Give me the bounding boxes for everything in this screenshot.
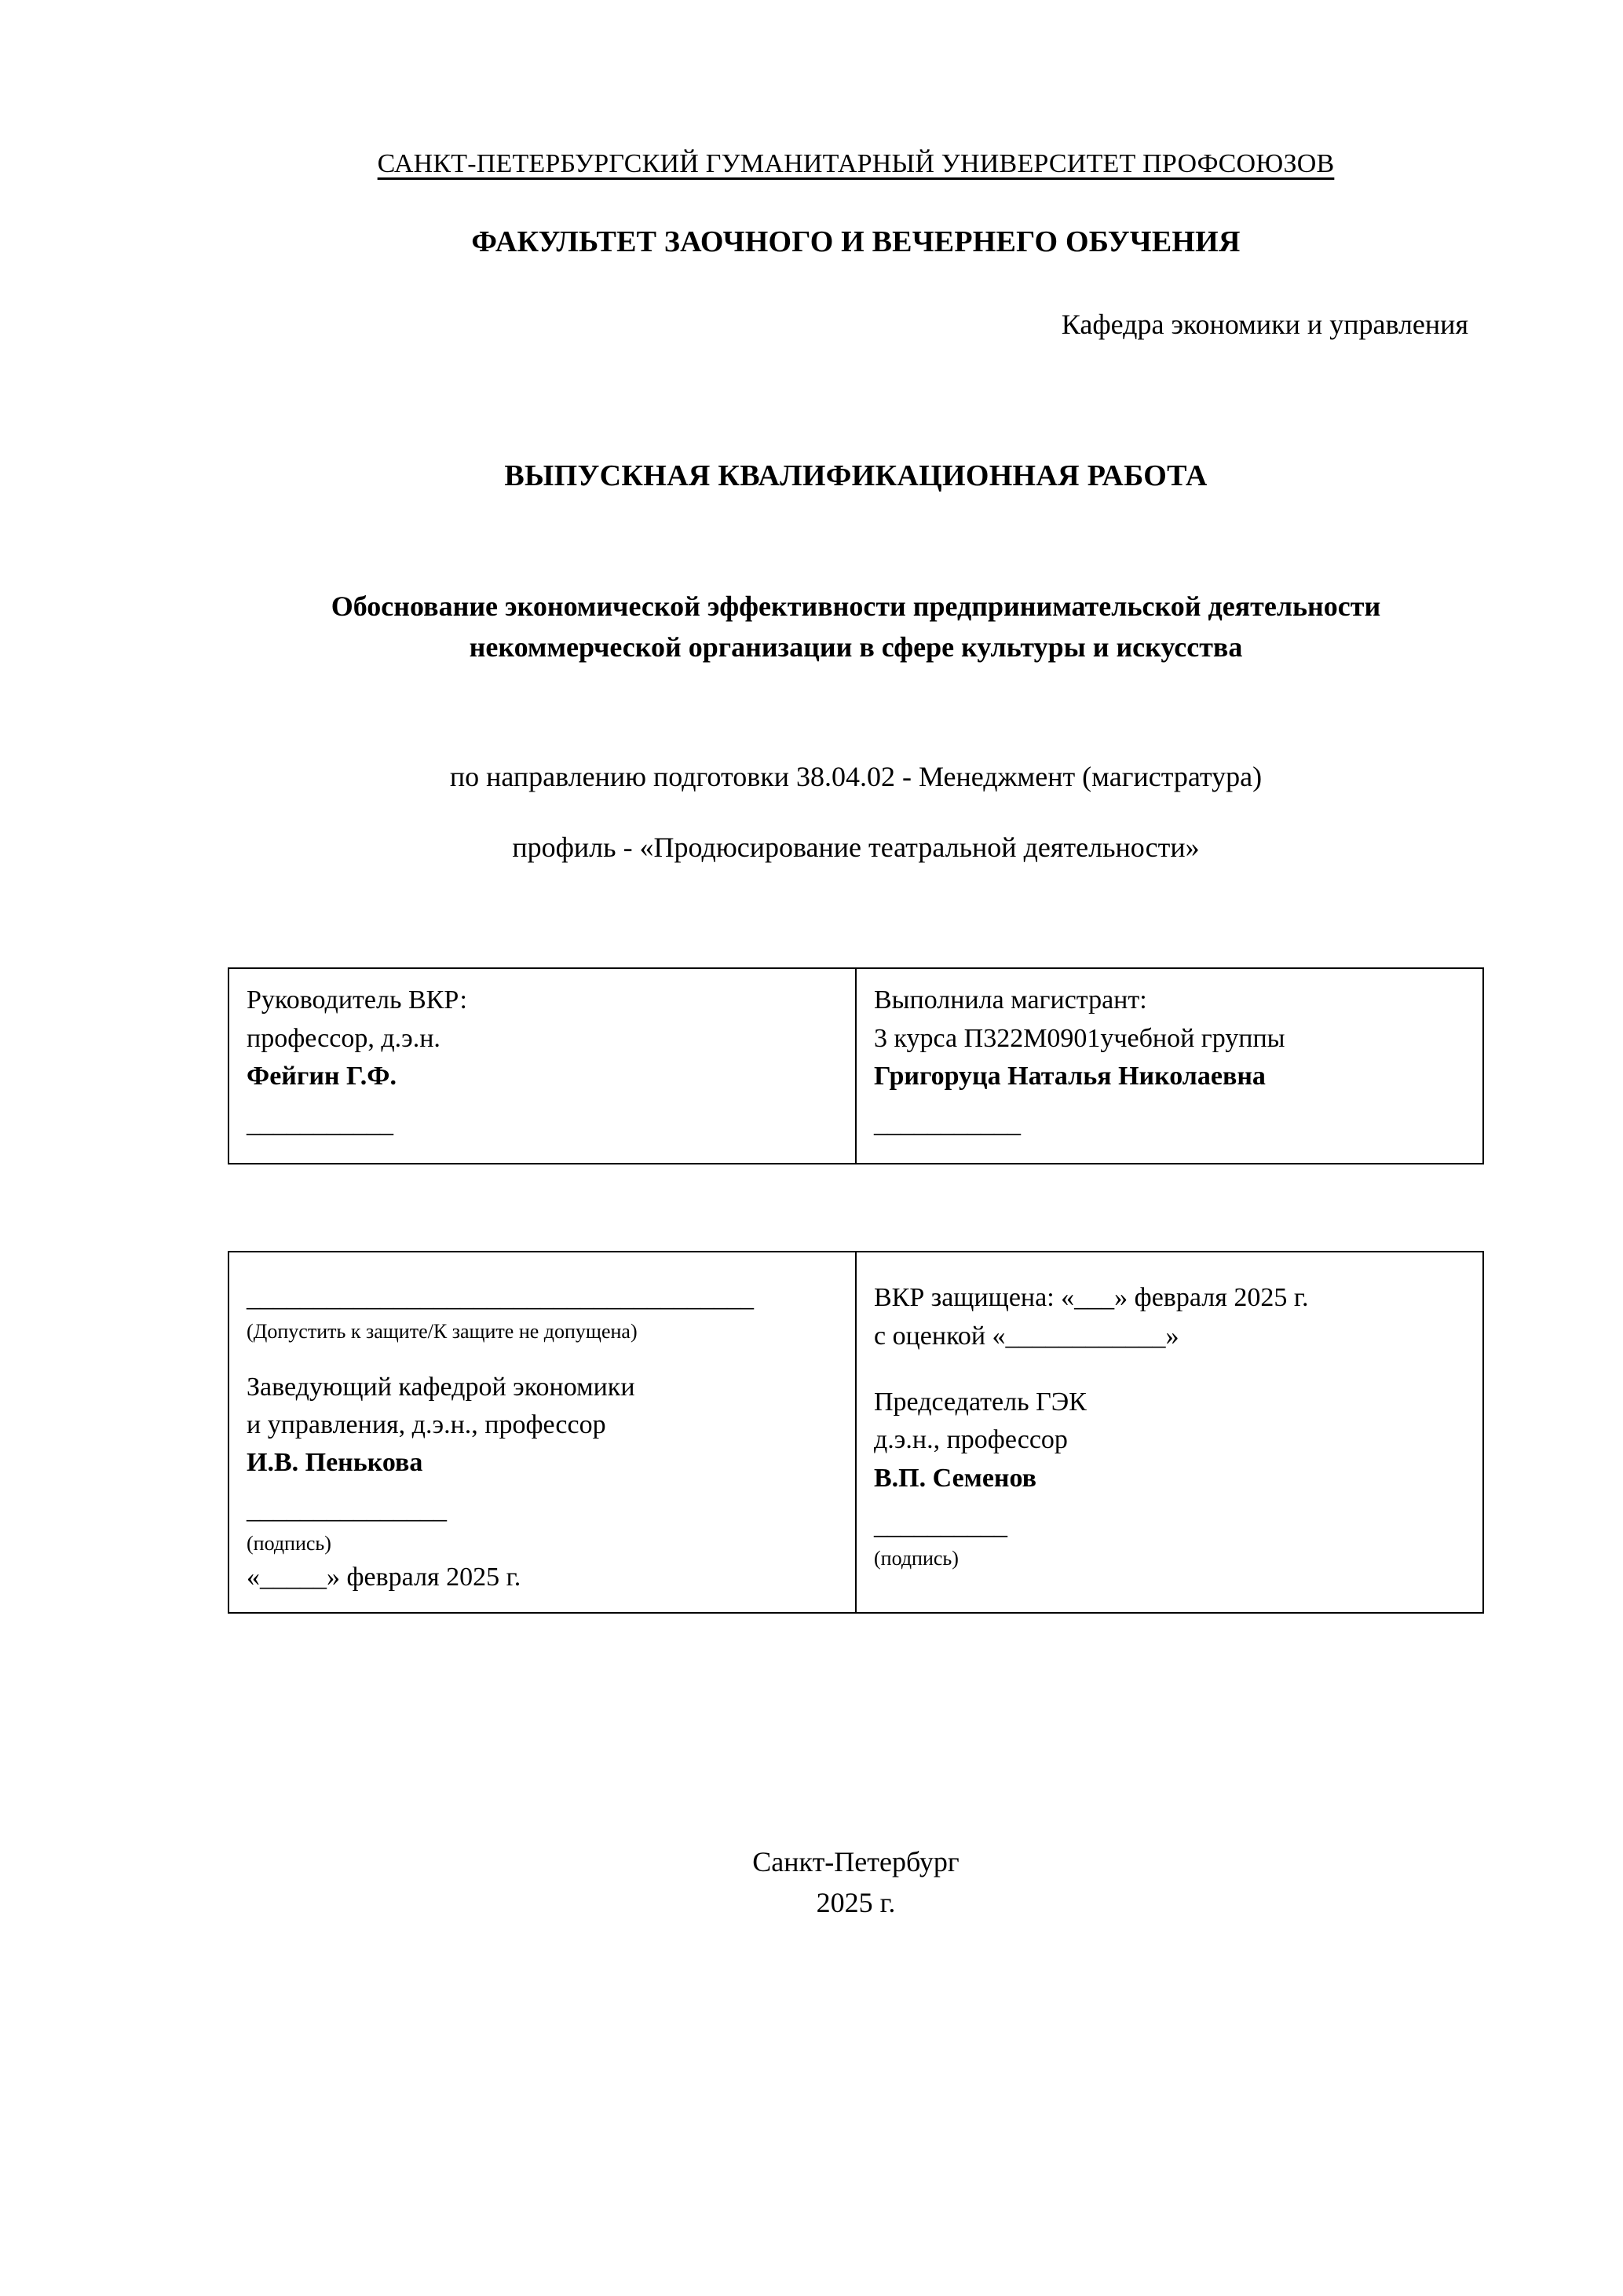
student-cell bbox=[856, 968, 1483, 1164]
head-name: И.В. Пенькова bbox=[247, 1448, 423, 1478]
admission-cell bbox=[228, 1252, 856, 1612]
head-signature-label: (подпись) bbox=[247, 1531, 331, 1555]
admission-defense-table bbox=[228, 1251, 1484, 1613]
document-content bbox=[228, 0, 1484, 1923]
defense-cell bbox=[856, 1252, 1483, 1612]
head-position-line1: Заведующий кафедрой экономики bbox=[247, 1372, 635, 1402]
student-name: Григоруца Наталья Николаевна bbox=[874, 1061, 1266, 1091]
defense-grade-line: с оценкой «____________» bbox=[874, 1321, 1179, 1351]
student-group: 3 курса П322М0901учебной группы bbox=[874, 1023, 1285, 1053]
faculty-name: ФАКУЛЬТЕТ ЗАОЧНОГО И ВЕЧЕРНЕГО ОБУЧЕНИЯ bbox=[471, 225, 1241, 258]
chair-degree: д.э.н., профессор bbox=[874, 1425, 1068, 1455]
chair-signature-label: (подпись) bbox=[874, 1547, 959, 1570]
study-direction: по направлению подготовки 38.04.02 - Менеджмент (магистратура) bbox=[449, 761, 1263, 793]
table-row bbox=[228, 968, 1483, 1164]
student-signature-placeholder: ___________ bbox=[874, 1109, 1021, 1139]
chair-name: В.П. Семенов bbox=[874, 1463, 1037, 1493]
chair-label: Председатель ГЭК bbox=[874, 1387, 1087, 1417]
department-name: Кафедра экономики и управления bbox=[1061, 309, 1468, 340]
supervisor-student-table bbox=[228, 967, 1484, 1164]
work-type-heading: ВЫПУСКНАЯ КВАЛИФИКАЦИОННАЯ РАБОТА bbox=[504, 459, 1208, 492]
supervisor-degree: профессор, д.э.н. bbox=[247, 1023, 440, 1053]
supervisor-label: Руководитель ВКР: bbox=[247, 985, 467, 1015]
year-label: 2025 г. bbox=[816, 1887, 896, 1919]
admission-date: «_____» февраля 2025 г. bbox=[247, 1562, 521, 1592]
city-year-block bbox=[228, 1841, 1484, 1923]
defense-date-line: ВКР защищена: «___» февраля 2025 г. bbox=[874, 1283, 1309, 1313]
supervisor-signature-placeholder: ___________ bbox=[247, 1109, 393, 1139]
head-signature-rule: _______________ bbox=[247, 1495, 447, 1525]
supervisor-cell bbox=[228, 968, 856, 1164]
table-row bbox=[228, 1252, 1483, 1612]
thesis-title: Обоснование экономической эффективности предпринимательской деятельности некоммерческой организации в сфере культуры и искусства bbox=[331, 590, 1381, 664]
chair-signature-rule: __________ bbox=[874, 1510, 1007, 1540]
student-label: Выполнила магистрант: bbox=[874, 985, 1147, 1015]
admission-top-rule: ______________________________________ bbox=[247, 1283, 754, 1313]
city-name: Санкт-Петербург bbox=[752, 1845, 960, 1877]
head-position-line2: и управления, д.э.н., профессор bbox=[247, 1409, 606, 1439]
study-profile: профиль - «Продюсирование театральной деятельности» bbox=[512, 832, 1200, 864]
supervisor-name: Фейгин Г.Ф. bbox=[247, 1061, 397, 1091]
university-name: САНКТ-ПЕТЕРБУРГСКИЙ ГУМАНИТАРНЫЙ УНИВЕРСИТЕТ ПРОФСОЮЗОВ bbox=[377, 149, 1335, 178]
admission-note: (Допустить к защите/К защите не допущена) bbox=[247, 1319, 638, 1343]
